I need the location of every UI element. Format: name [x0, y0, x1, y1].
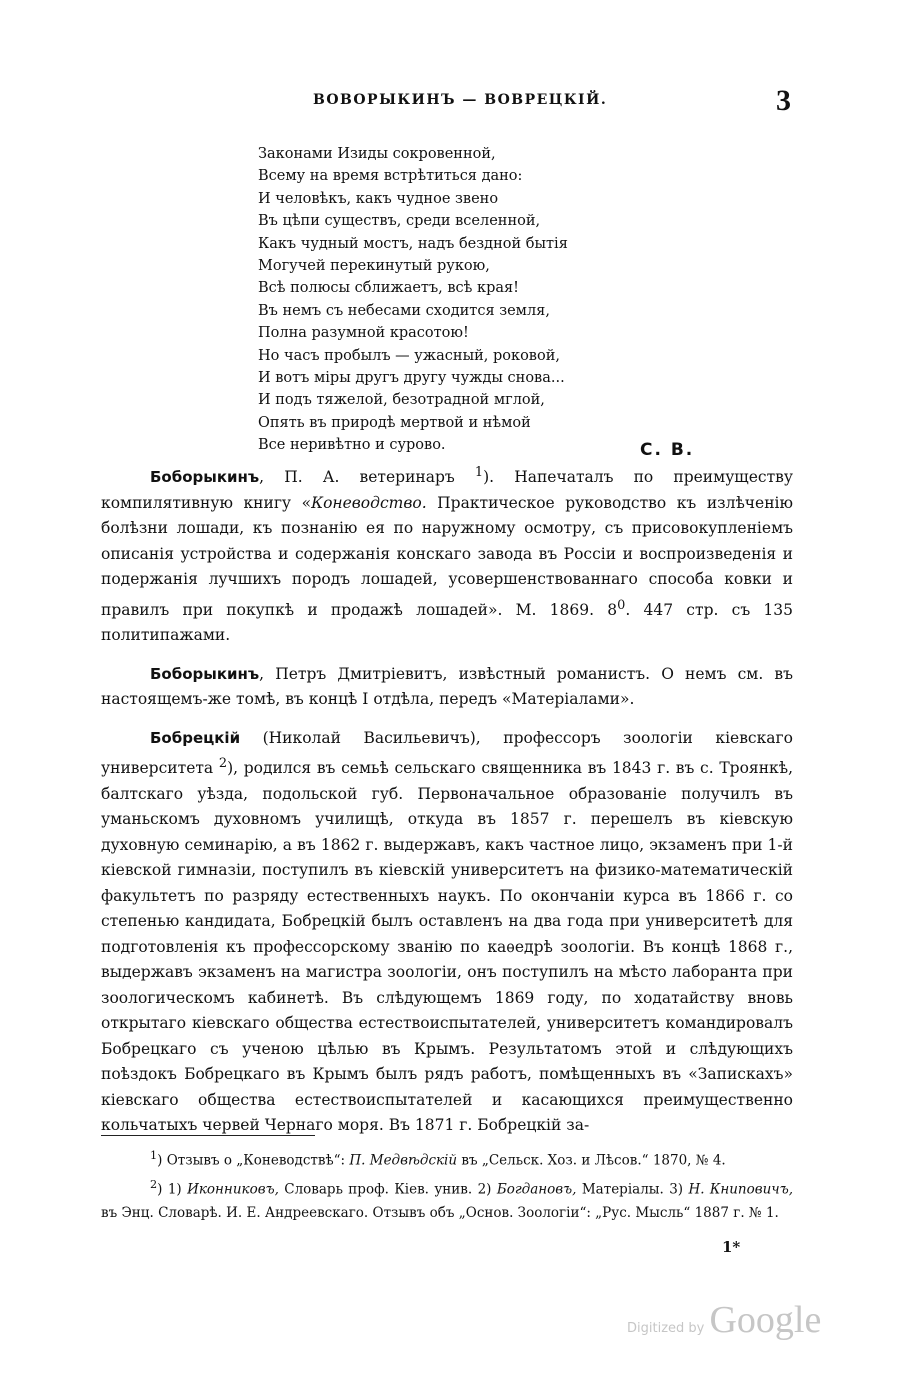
entry-headword: Боборыкинъ: [150, 664, 260, 683]
digitized-watermark: [627, 1298, 821, 1342]
poem-line: И человѣкъ, какъ чудное звено: [258, 190, 499, 207]
poem-line: Полна разумной красотою!: [258, 325, 469, 342]
entry-headword: Боборыкинъ: [150, 468, 260, 487]
poem: [258, 143, 678, 456]
entry-boborykin-pa: Боборыкинъ, П. А. ветеринаръ $^1$). Напечаталъ по преимуществу компилятивную книгу «Коневодство. Практическое руководство къ излѣченію болѣзни лошади, къ познанію ея по наружному осмотру, съ присовокупленіемъ описанія устройства и содержанія конскаго завода въ Россіи и воспроизведенія и подержанія лучшихъ породъ лошадей, усовершенствованнаго способа ковки и правилъ при покупкѣ и продажѣ лошадей». М. 1869. $8^0$. 447 стр. съ 135 политипажами.: [101, 465, 794, 645]
poem-line: Въ немъ съ небесами сходится земля,: [258, 302, 550, 319]
poem-line: Въ цѣпи существъ, среди вселенной,: [258, 213, 541, 230]
page-number: 3: [776, 84, 791, 117]
footnote-ref: 2: [218, 756, 228, 772]
footnote-rule: [101, 1135, 315, 1136]
footnote-1: $^1$) Отзывъ о „Коневодствѣ“: П. Медвѣдскій въ „Сельск. Хоз. и Лѣсов.“ 1870, № 4.: [150, 1149, 726, 1169]
watermark-prefix: Digitized by: [627, 1321, 705, 1336]
footnote-2: $^2$) 1) Иконниковъ, Словарь проф. Кіев. унив. 2) Богдановъ, Матеріалы. 3) Н. Книповичъ, въ Энц. Словарѣ. И. Е. Андреевскаго. Отзывъ объ „Основ. Зоологіи“: „Рус. Мысль“ 1887 г. № 1.: [101, 1178, 793, 1221]
poem-line: Какъ чудный мостъ, надъ бездной бытія: [258, 235, 568, 252]
poem-line: И подъ тяжелой, безотрадной мглой,: [258, 392, 545, 409]
footnotes: [101, 1144, 793, 1226]
poem-line: И вотъ міры другъ другу чужды снова...: [258, 369, 565, 386]
poem-line: Всему на время встрѣтиться дано:: [258, 168, 523, 185]
running-head: ВОВОРЫКИНЪ — ВОВРЕЦКІЙ.: [313, 92, 608, 108]
google-logo: Google: [709, 1299, 822, 1341]
poem-line: Опять въ природѣ мертвой и нѣмой: [258, 414, 531, 431]
footnote-ref: 1: [474, 465, 484, 480]
poem-line: Но часъ пробылъ — ужасный, роковой,: [258, 347, 560, 364]
poem-signature: С. В.: [640, 440, 695, 460]
poem-line: Всѣ полюсы сближаетъ, всѣ края!: [258, 280, 519, 297]
entry-boborykin-pd: Боборыкинъ, Петръ Дмитріевитъ, извѣстный романистъ. О немъ см. въ настоящемъ-же томѣ, въ концѣ I отдѣла, передъ «Матеріалами».: [101, 664, 793, 709]
book-title: Коневодство.: [311, 493, 427, 512]
entry-headword: Бобрецкій: [150, 728, 241, 747]
entries: [101, 460, 793, 1152]
poem-line: Все неривѣтно и сурово.: [258, 437, 446, 454]
poem-line: Законами Изиды сокровенной,: [258, 146, 496, 162]
signature-mark: 1*: [722, 1238, 741, 1256]
entry-bobretsky: Бобрецкій (Николай Васильевичъ), профессоръ зоологіи кіевскаго университета $^2$), родился въ семьѣ сельскаго священника въ 1843 г. въ с. Троянкѣ, балтскаго уѣзда, подольской губ. Первоначальное образованіе получилъ въ уманьскомъ духовномъ училищѣ, откуда въ 1857 г. перешелъ въ кіевскую духовную семинарію, а въ 1862 г. выдержавъ, какъ частное лицо, экзаменъ при 1-й кіевской гимназіи, поступилъ въ кіевскій университетъ на физико-математическій факультетъ по разряду естественныхъ наукъ. По окончаніи курса въ 1866 г. со степенью кандидата, Бобрецкій былъ оставленъ на два года при университетѣ для подготовленія къ профессорскому званію по каѳедрѣ зоологіи. Въ концѣ 1868 г., выдержавъ экзаменъ на магистра зоологіи, онъ поступилъ на мѣсто лаборанта при зоологическомъ кабинетѣ. Въ слѣдующемъ 1869 году, по ходатайству вновь открытаго кіевскаго общества естествоиспытателей, университетъ командировалъ Бобрецкаго съ ученою цѣлью въ Крымъ. Результатомъ этой и слѣдующихъ поѣздокъ Бобрецкаго въ Крымъ былъ рядъ работъ, помѣщенныхъ въ «Запискахъ» кіевскаго общества естествоиспытателей и касающихся преимущественно кольчатыхъ червей Чернаго моря. Въ 1871 г. Бобрецкій за-: [101, 728, 793, 1135]
poem-line: Могучей перекинутый рукою,: [258, 257, 490, 274]
